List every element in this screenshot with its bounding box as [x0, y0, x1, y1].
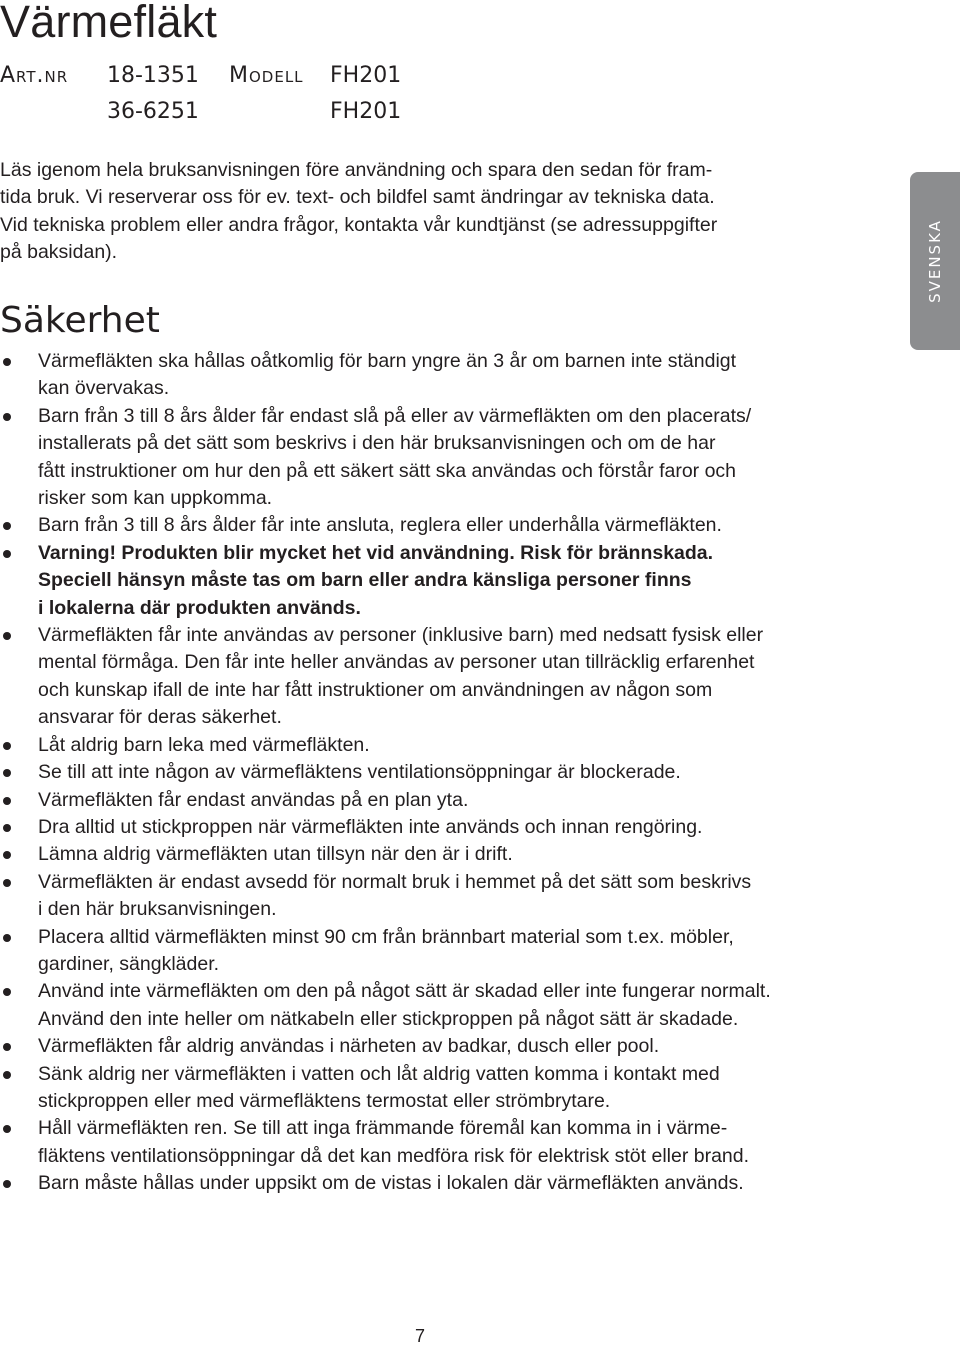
bullet-icon	[3, 550, 11, 558]
safety-item-line: installerats på det sätt som beskrivs i den här bruksanvisningen och om de har	[38, 432, 716, 455]
bullet-icon	[3, 824, 11, 832]
bullet-icon	[3, 797, 11, 805]
bullet-icon	[3, 988, 11, 996]
bullet-icon	[3, 522, 11, 530]
bullet-icon	[3, 769, 11, 777]
bullet-icon	[3, 1180, 11, 1188]
art-nr-value: 36-6251	[107, 99, 199, 124]
safety-item	[0, 869, 880, 924]
bullet-icon	[3, 879, 11, 887]
intro-line: Läs igenom hela bruksanvisningen före användning och spara den sedan för fram-	[0, 159, 713, 181]
language-tab	[910, 172, 960, 350]
safety-item	[0, 403, 880, 513]
safety-item-line: Sänk aldrig ner värmefläkten i vatten och låt aldrig vatten komma i kontakt med	[38, 1062, 720, 1085]
safety-item-line: i lokalerna där produkten används.	[38, 596, 361, 619]
safety-item-line: Värmefläkten får endast användas på en plan yta.	[38, 788, 469, 811]
safety-item-line: och kunskap ifall de inte har fått instruktioner om användningen av någon som	[38, 678, 713, 701]
bullet-icon	[3, 851, 11, 859]
safety-item	[0, 732, 880, 759]
bullet-icon	[3, 934, 11, 942]
safety-item-line: risker som kan uppkomma.	[38, 487, 273, 510]
safety-item	[0, 759, 880, 786]
intro-line: Vid tekniska problem eller andra frågor, kontakta vår kundtjänst (se adressuppgifter	[0, 213, 718, 236]
safety-item-line: kan övervakas.	[38, 377, 170, 400]
safety-item-line: Håll värmefläkten ren. Se till att inga främmande föremål kan komma in i värme-	[38, 1117, 728, 1140]
safety-item	[0, 978, 880, 1033]
safety-item-line: Placera alltid värmefläkten minst 90 cm från brännbart material som t.ex. möbler,	[38, 925, 734, 948]
art-nr-label: Art.nr	[0, 63, 69, 88]
safety-item	[0, 1115, 880, 1170]
safety-item-line: fått instruktioner om hur den på ett säkert sätt ska användas och förstår faror och	[38, 459, 737, 482]
section-title-safety: Säkerhet	[0, 300, 160, 341]
safety-item	[0, 540, 880, 622]
model-label: Modell	[229, 63, 304, 88]
safety-item	[0, 1061, 880, 1116]
bullet-icon	[3, 742, 11, 750]
safety-item-line: fläktens ventilationsöppningar då det kan medföra risk för elektrisk stöt eller brand.	[38, 1144, 750, 1167]
safety-item-line: i den här bruksanvisningen.	[38, 898, 277, 921]
safety-item-line: Värmefläkten får aldrig användas i närheten av badkar, dusch eller pool.	[38, 1035, 660, 1058]
bullet-icon	[3, 358, 11, 366]
safety-item-line: Dra alltid ut stickproppen när värmefläkten inte används och innan rengöring.	[38, 815, 703, 838]
page-title: Värmefläkt	[0, 0, 218, 47]
safety-item-line: Värmefläkten är endast avsedd för normalt bruk i hemmet på det sätt som beskrivs	[38, 870, 752, 893]
bullet-icon	[3, 413, 11, 421]
safety-item-line: Speciell hänsyn måste tas om barn eller andra känsliga personer finns	[38, 569, 692, 592]
safety-item	[0, 1033, 880, 1060]
safety-item-line: gardiner, sängkläder.	[38, 952, 220, 975]
safety-item-line: Låt aldrig barn leka med värmefläkten.	[38, 733, 370, 756]
safety-item-line: Lämna aldrig värmefläkten utan tillsyn när den är i drift.	[38, 843, 513, 866]
bullet-icon	[3, 1125, 11, 1133]
model-value: FH201	[330, 63, 402, 88]
safety-item-line: Varning! Produkten blir mycket het vid användning. Risk för brännskada.	[38, 541, 714, 564]
bullet-icon	[3, 1043, 11, 1051]
safety-item-line: ansvarar för deras säkerhet.	[38, 706, 282, 729]
safety-item	[0, 512, 880, 539]
safety-item	[0, 924, 880, 979]
safety-item-line: stickproppen eller med värmefläktens termostat eller strömbrytare.	[38, 1089, 611, 1112]
safety-item	[0, 787, 880, 814]
safety-item-line: Värmefläkten får inte användas av personer (inklusive barn) med nedsatt fysisk eller	[38, 624, 764, 647]
bullet-icon	[3, 632, 11, 640]
safety-list	[0, 348, 880, 1198]
bullet-icon	[3, 1071, 11, 1079]
language-tab-label: SVENSKA	[926, 219, 944, 303]
safety-item-line: Barn från 3 till 8 års ålder får endast slå på eller av värmefläkten om den placerats/	[38, 404, 752, 427]
safety-item	[0, 348, 880, 403]
intro-line: på baksidan).	[0, 241, 118, 264]
intro-line: tida bruk. Vi reserverar oss för ev. text- och bildfel samt ändringar av tekniska data.	[0, 186, 715, 209]
page-number: 7	[414, 1326, 425, 1346]
safety-item-line: Se till att inte någon av värmefläktens ventilationsöppningar är blockerade.	[38, 761, 681, 784]
intro-paragraph	[0, 157, 860, 267]
art-nr-value: 18-1351	[107, 63, 199, 88]
safety-item-line: Barn måste hållas under uppsikt om de vistas i lokalen där värmefläkten används.	[38, 1172, 744, 1195]
safety-item	[0, 841, 880, 868]
safety-item-line: mental förmåga. Den får inte heller användas av personer utan tillräcklig erfarenhet	[38, 651, 755, 674]
model-value: FH201	[330, 99, 402, 124]
safety-item-line: Barn från 3 till 8 års ålder får inte ansluta, reglera eller underhålla värmefläkten.	[38, 514, 722, 537]
safety-item	[0, 1170, 880, 1197]
safety-item	[0, 814, 880, 841]
safety-item	[0, 622, 880, 732]
safety-item-line: Använd inte värmefläkten om den på något sätt är skadad eller inte fungerar normalt.	[38, 980, 771, 1003]
safety-item-line: Värmefläkten ska hållas oåtkomlig för barn yngre än 3 år om barnen inte ständigt	[38, 350, 737, 372]
safety-item-line: Använd den inte heller om nätkabeln eller stickproppen på något sätt är skadade.	[38, 1007, 739, 1030]
